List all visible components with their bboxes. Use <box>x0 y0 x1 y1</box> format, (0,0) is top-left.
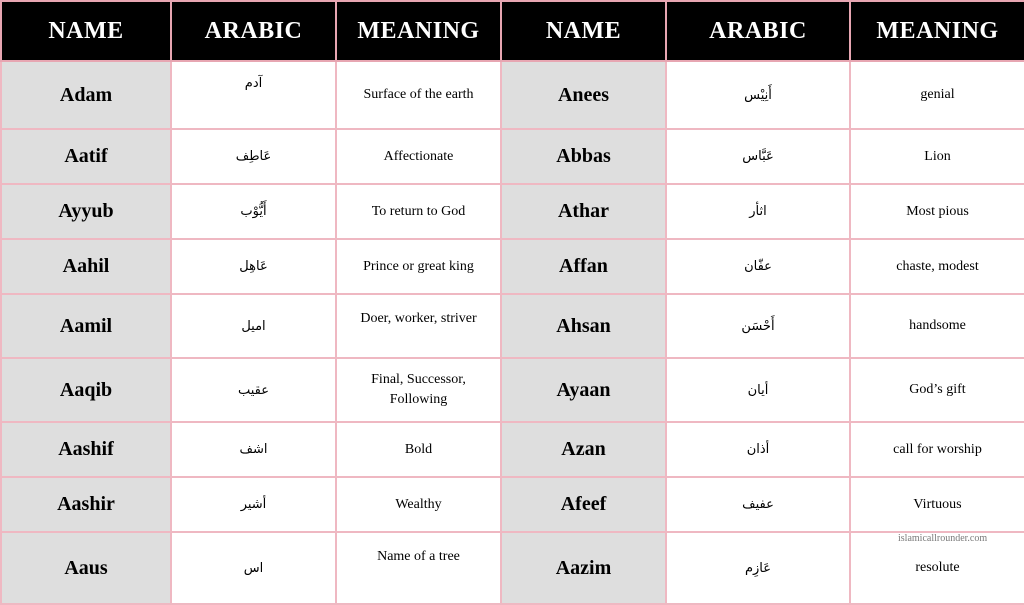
meaning-cell: resolute <box>850 532 1024 604</box>
name-cell: Aamil <box>1 294 171 358</box>
arabic-cell: أشير <box>171 477 336 532</box>
meaning-cell: Most pious <box>850 184 1024 239</box>
meaning-cell: Doer, worker, striver <box>336 294 501 358</box>
header-meaning-right: MEANING <box>850 1 1024 61</box>
name-cell: Aaqib <box>1 358 171 422</box>
table-row <box>1 239 1024 294</box>
table-row <box>1 61 1024 129</box>
arabic-cell: أذان <box>666 422 850 477</box>
meaning-cell: chaste, modest <box>850 239 1024 294</box>
name-cell: Anees <box>501 61 666 129</box>
arabic-cell: أيان <box>666 358 850 422</box>
arabic-cell: اثأر <box>666 184 850 239</box>
arabic-cell: آدم <box>171 61 336 129</box>
meaning-cell: Affectionate <box>336 129 501 184</box>
name-cell: Ayaan <box>501 358 666 422</box>
name-cell: Aahil <box>1 239 171 294</box>
meaning-cell: To return to God <box>336 184 501 239</box>
meaning-cell: Surface of the earth <box>336 61 501 129</box>
name-cell: Ayyub <box>1 184 171 239</box>
name-cell: Ahsan <box>501 294 666 358</box>
arabic-cell: عفّان <box>666 239 850 294</box>
header-arabic-right: ARABIC <box>666 1 850 61</box>
arabic-cell: اس <box>171 532 336 604</box>
name-cell: Aashir <box>1 477 171 532</box>
name-cell: Aashif <box>1 422 171 477</box>
arabic-cell: أَحْسَن <box>666 294 850 358</box>
name-cell: Affan <box>501 239 666 294</box>
meaning-cell: God’s gift <box>850 358 1024 422</box>
meaning-cell: Prince or great king <box>336 239 501 294</box>
meaning-cell: Final, Successor, Following <box>336 358 501 422</box>
name-cell: Afeef <box>501 477 666 532</box>
name-cell: Aazim <box>501 532 666 604</box>
name-cell: Adam <box>1 61 171 129</box>
table-row <box>1 358 1024 422</box>
meaning-cell: Name of a tree <box>336 532 501 604</box>
name-cell: Athar <box>501 184 666 239</box>
arabic-cell: عَاهِل <box>171 239 336 294</box>
arabic-cell: عَاطِف <box>171 129 336 184</box>
header-meaning-left: MEANING <box>336 1 501 61</box>
arabic-cell: اميل <box>171 294 336 358</box>
name-cell: Aatif <box>1 129 171 184</box>
arabic-cell: أَيُّوْب <box>171 184 336 239</box>
table-row <box>1 129 1024 184</box>
arabic-cell: عَازِم <box>666 532 850 604</box>
header-name-left: NAME <box>1 1 171 61</box>
meaning-cell: handsome <box>850 294 1024 358</box>
table-row <box>1 184 1024 239</box>
meaning-cell: Virtuous <box>850 477 1024 532</box>
name-cell: Aaus <box>1 532 171 604</box>
meaning-cell: Bold <box>336 422 501 477</box>
header-arabic-left: ARABIC <box>171 1 336 61</box>
table-row <box>1 477 1024 532</box>
meaning-cell: genial <box>850 61 1024 129</box>
arabic-cell: عفيف <box>666 477 850 532</box>
header-name-right: NAME <box>501 1 666 61</box>
meaning-cell: call for worship <box>850 422 1024 477</box>
meaning-cell: Wealthy <box>336 477 501 532</box>
arabic-cell: عَبَّاس <box>666 129 850 184</box>
arabic-cell: أَنِيْس <box>666 61 850 129</box>
table-row <box>1 294 1024 358</box>
meaning-cell: Lion <box>850 129 1024 184</box>
arabic-cell: عقيب <box>171 358 336 422</box>
table-row <box>1 422 1024 477</box>
name-cell: Azan <box>501 422 666 477</box>
arabic-cell: اشف <box>171 422 336 477</box>
header-row <box>1 1 1024 61</box>
watermark: islamicallrounder.com <box>898 533 988 544</box>
name-cell: Abbas <box>501 129 666 184</box>
table-row <box>1 532 1024 604</box>
